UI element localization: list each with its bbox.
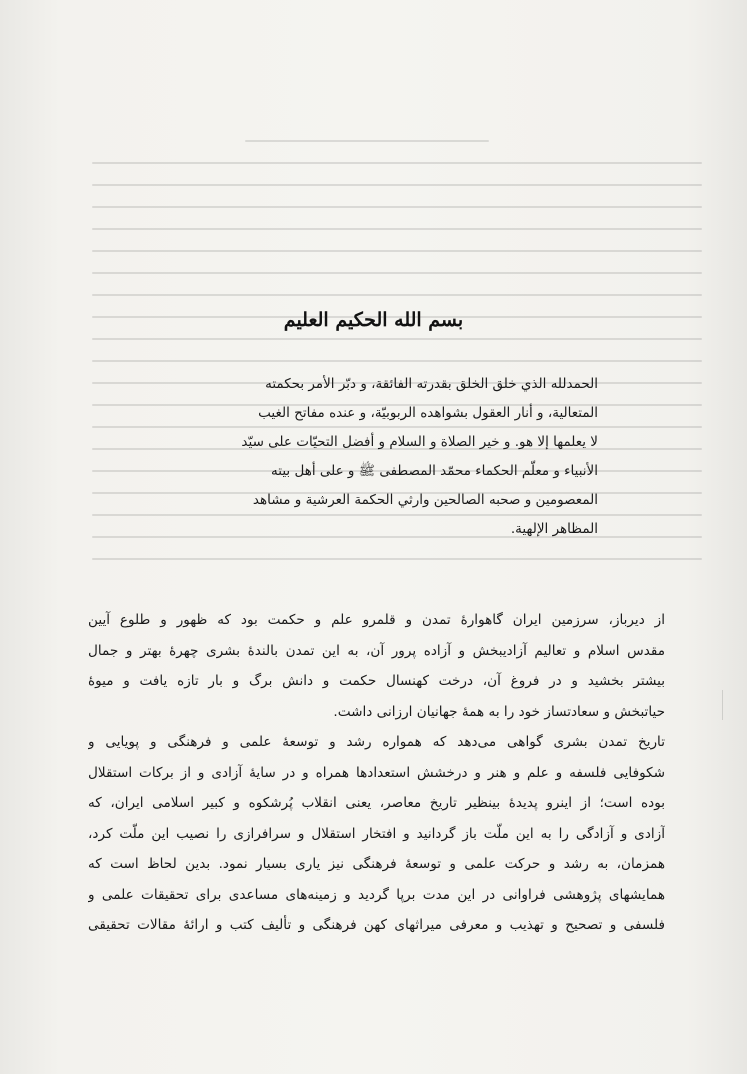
body-line: مقدس اسلام و تعالیم آزادیبخش و آزاده پرور آن، به این تمدن بالندهٔ بشری چهرهٔ بهتر و جمال: [88, 642, 665, 659]
body-line: همزمان، به رشد و حرکت علمی و توسعهٔ فرهنگی نیز یاری بسیار نمود. بدین لحاظ است که: [88, 856, 665, 872]
body-line: بیشتر بخشید و در فروغ آن، درخت کهنسال حکمت و دانش برگ و بار تازه یافت و میوهٔ: [88, 673, 665, 689]
body-line: تاریخ تمدن بشری گواهی می‌دهد که همواره رشد و توسعهٔ علمی و فرهنگی و پویایی و: [88, 734, 665, 750]
arabic-line: المظاهر الإلهية.: [510, 521, 598, 537]
page-edge-mark: [722, 690, 741, 720]
body-line: آزادی و آزادگی را به این ملّت باز گردانید و افتخار استقلال و سرافرازی را نصیب این ملّت کرد،: [88, 825, 665, 842]
arabic-invocation: [178, 370, 598, 544]
body-line: فلسفی و تصحیح و تهذیب و معرفی میراثهای کهن فرهنگی و تألیف کتب و ارائهٔ مقالات تحقیقی: [88, 917, 665, 933]
body-line: حیاتبخش و سعادتساز خود را به همهٔ جهانیان ارزانی داشت.: [333, 703, 665, 720]
arabic-line: الأنبياء و معلّم الحكماء محمّد المصطفى ﷺ و على أهل بيته: [271, 463, 598, 479]
arabic-line: لا يعلمها إلا هو. و خير الصلاة و السلام و أفضل التحيّات على سيّد: [241, 434, 598, 450]
arabic-line: المعصومين و صحبه الصالحين وارثي الحكمة العرشية و مشاهد: [252, 492, 598, 508]
basmala-heading: بسم الله الحكيم العليم: [283, 309, 464, 331]
body-line: بوده است؛ از اینرو پدیدهٔ بینظیر تاریخ معاصر، یعنی انقلاب پُرشکوه و کبیر اسلامی ایران، که: [88, 795, 665, 811]
arabic-line: المتعالية، و أنار العقول بشواهده الربوبيّة، و عنده مفاتح الغيب: [258, 405, 598, 421]
persian-body-text: [88, 605, 665, 941]
arabic-line: الحمدلله الذي خلق الخلق بقدرته الفائقة، و دبّر الأمر بحكمته: [265, 376, 598, 392]
body-line: از دیرباز، سرزمین ایران گاهوارهٔ تمدن و قلمرو علم و حکمت بود که ظهور و طلوع آیین: [88, 612, 665, 628]
body-line: شکوفایی فلسفه و علم و هنر و درخشش استعدادها همراه و در سایهٔ آزادی و از برکات استقلال: [88, 764, 665, 781]
body-line: همایشهای پژوهشی فراوانی در این مدت برپا گردید و زمینه‌های مساعدی برای تحقیقات علمی و: [88, 886, 665, 903]
